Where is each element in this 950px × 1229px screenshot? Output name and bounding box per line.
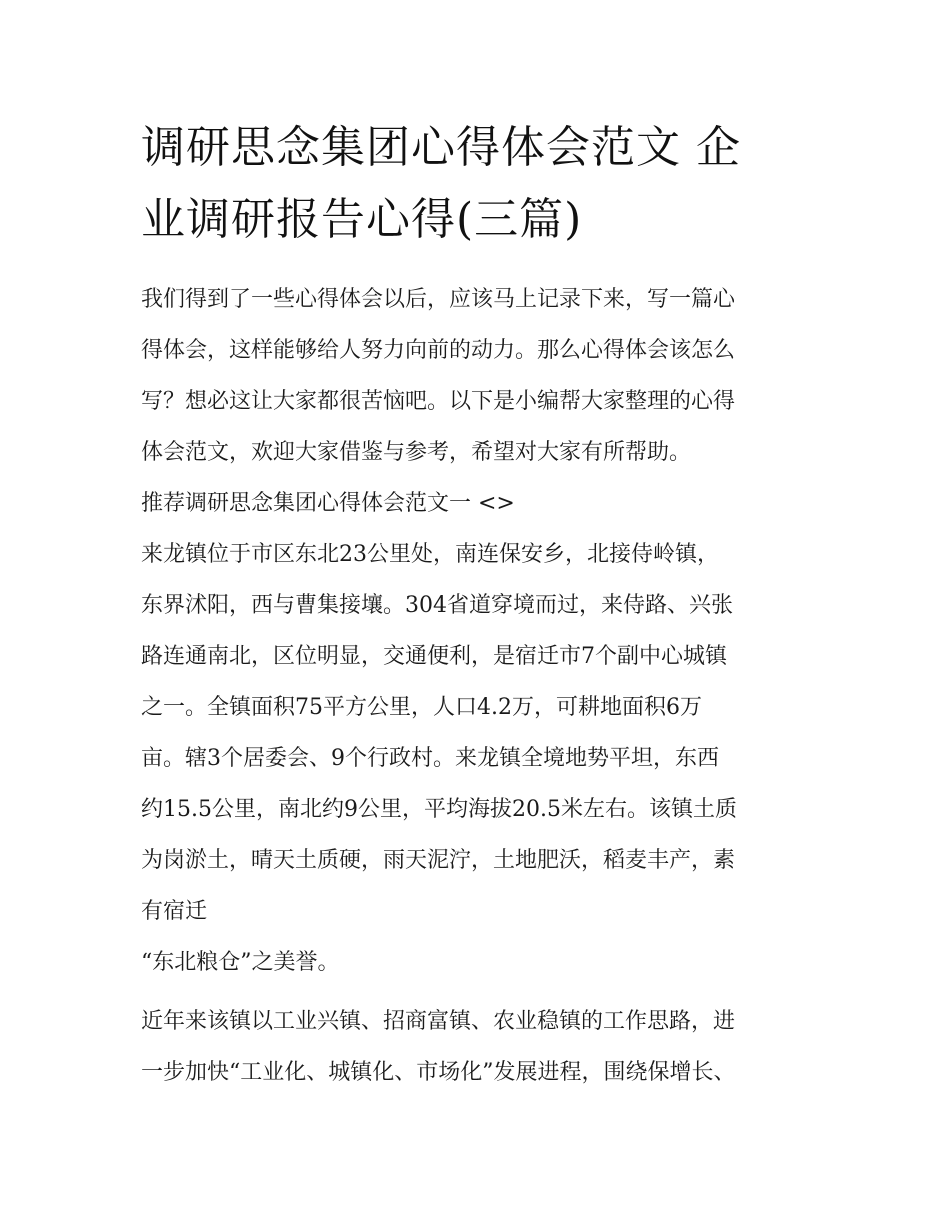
text-line: 约15.5公里，南北约9公里，平均海拔20.5米左右。该镇土质: [141, 797, 737, 822]
recommend-heading: 推荐调研思念集团心得体会范文一 <>: [141, 491, 515, 516]
document-title: [141, 112, 813, 256]
body-paragraph-1-tail: “东北粮仓”之美誉。: [141, 950, 340, 975]
text-line: 有宿迁: [141, 899, 208, 924]
title-line: 调研思念集团心得体会范文 企: [141, 122, 741, 173]
text-line: 得体会，这样能够给人努力向前的动力。那么心得体会该怎么: [141, 338, 736, 363]
text-line: 写？想必这让大家都很苦恼吧。以下是小编帮大家整理的心得: [141, 389, 736, 414]
text-line: 来龙镇位于市区东北23公里处，南连保安乡，北接侍岭镇，: [141, 542, 719, 567]
title-line: 业调研报告心得(三篇): [141, 194, 583, 245]
text-line: 路连通南北，区位明显，交通便利，是宿迁市7个副中心城镇: [141, 644, 727, 669]
body-paragraph-2: [141, 996, 813, 1098]
text-line: 为岗淤土，晴天土质硬，雨天泥泞，土地肥沃，稻麦丰产，素: [141, 848, 736, 873]
text-line: 体会范文，欢迎大家借鉴与参考，希望对大家有所帮助。: [141, 440, 692, 465]
text-line: 亩。辖3个居委会、9个行政村。来龙镇全境地势平坦，东西: [141, 746, 719, 771]
text-line: 东界沭阳，西与曹集接壤。304省道穿境而过，来侍路、兴张: [141, 593, 733, 618]
text-line: 我们得到了一些心得体会以后，应该马上记录下来，写一篇心: [141, 287, 736, 312]
text-line: 之一。全镇面积75平方公里，人口4.2万，可耕地面积6万: [141, 695, 702, 720]
intro-paragraph: [141, 274, 813, 478]
text-line: 近年来该镇以工业兴镇、招商富镇、农业稳镇的工作思路，进: [141, 1009, 736, 1034]
document-page: [141, 112, 813, 1098]
body-paragraph-1: [141, 529, 813, 937]
text-line: 一步加快“工业化、城镇化、市场化”发展进程，围绕保增长、: [141, 1060, 736, 1085]
